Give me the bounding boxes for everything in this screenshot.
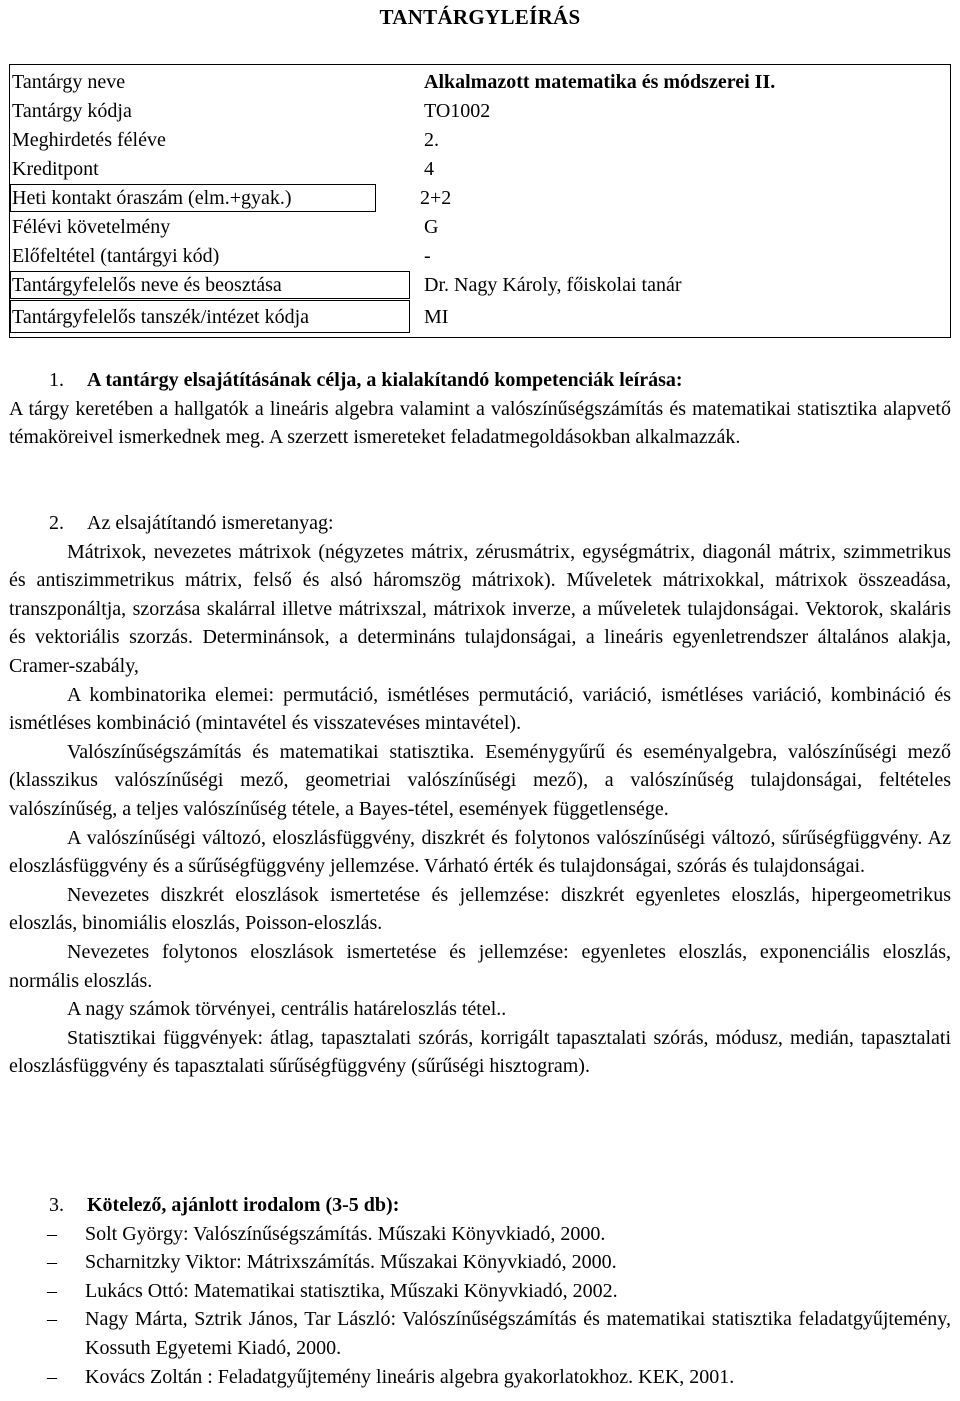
content-paragraph: Valószínűségszámítás és matematikai statisztika. Eseménygyűrű és eseményalgebra, valószínűségi mező (klasszikus valószínűségi mező, geometriai valószínűségi mező), a valószínűség tulajdonságai, feltételes valószínűség, a teljes valószínűség tétele, a Bayes-tétel, események függetlensége. <box>9 740 951 820</box>
reference-item <box>9 1277 951 1306</box>
info-row-credits <box>10 155 950 184</box>
content-paragraph: A kombinatorika elemei: permutáció, ismétléses permutáció, variáció, ismétléses variáció, kombináció és ismétléses kombináció (mintavétel és visszatevéses mintavétel). <box>9 683 951 735</box>
section-body: A tárgy keretében a hallgatók a lineáris algebra valamint a valószínűségszámítás és matematikai statisztika alapvető témaköreivel ismerkednek meg. A szerzett ismereteket feladatmegoldásokban alkalmazzák. <box>9 397 951 449</box>
info-label: Tantárgyfelelős neve és beosztása <box>12 274 282 296</box>
dash-bullet: – <box>47 1279 57 1302</box>
reference-text: Lukács Ottó: Matematikai statisztika, Műszaki Könyvkiadó, 2002. <box>85 1279 618 1302</box>
content-paragraph: Nevezetes folytonos eloszlások ismertetése és jellemzése: egyenletes eloszlás, exponenciális eloszlás, normális eloszlás. <box>9 940 951 992</box>
reference-text: Kovács Zoltán : Feladatgyűjtemény lineáris algebra gyakorlatokhoz. KEK, 2001. <box>85 1365 735 1388</box>
info-value: TO1002 <box>424 100 491 122</box>
section-heading <box>9 366 951 395</box>
document-title: TANTÁRGYLEÍRÁS <box>379 5 581 29</box>
reference-text: Nagy Márta, Sztrik János, Tar László: Valószínűségszámítás és matematikai statisztika feladatgyűjtemény, Kossuth Egyetemi Kiadó, 2000. <box>85 1308 951 1359</box>
dash-bullet: – <box>47 1308 57 1331</box>
info-label: Tantárgyfelelős tanszék/intézet kódja <box>12 306 310 328</box>
course-info-table <box>9 64 951 338</box>
info-row-department <box>10 303 950 332</box>
content-paragraph: Nevezetes diszkrét eloszlások ismertetése és jellemzése: diszkrét egyenletes eloszlás, hipergeometrikus eloszlás, binomiális eloszlás, Poisson-eloszlás. <box>9 883 951 935</box>
info-value: G <box>424 216 439 238</box>
info-row-prerequisite <box>10 242 950 271</box>
info-row-responsible <box>10 271 950 300</box>
section-number: 1. <box>49 369 64 391</box>
info-label: Kreditpont <box>12 158 99 180</box>
section-title: Kötelező, ajánlott irodalom (3-5 db): <box>87 1194 400 1216</box>
content-paragraph: A nagy számok törvényei, centrális határeloszlás tétel.. <box>67 998 507 1021</box>
info-row-course-code <box>10 97 950 126</box>
info-label: Félévi követelmény <box>12 216 171 238</box>
reference-text: Scharnitzky Viktor: Mátrixszámítás. Műszakai Könyvkiadó, 2000. <box>85 1251 617 1274</box>
content-paragraph: Mátrixok, nevezetes mátrixok (négyzetes mátrix, zérusmátrix, egységmátrix, diagonál mátrix, szimmetrikus és antiszimmetrikus mátrix, felső és alsó háromszög mátrixok). Műveletek mátrixokkal, mátrixok összeadása, transzponáltja, szorzása skalárral illetve mátrixszal, mátrixok inverze, a műveletek tulajdonságai. Vektorok, skaláris és vektoriális szorzás. Determinánsok, a determináns tulajdonságai, a lineáris egyenletrendszer általános alakja, Cramer-szabály, <box>9 540 951 677</box>
info-value: - <box>424 245 431 267</box>
section-heading <box>9 509 951 538</box>
section-heading <box>9 1191 951 1220</box>
info-label: Tantárgy kódja <box>12 100 132 122</box>
info-value: 2+2 <box>420 187 452 209</box>
content-paragraph: A valószínűségi változó, eloszlásfüggvény, diszkrét és folytonos valószínűségi változó, sűrűségfüggvény. Az eloszlásfüggvény és a sűrűségfüggvény jellemzése. Várható érték és tulajdonságai, szórás és tulajdonságai. <box>9 826 951 878</box>
section-objectives <box>9 366 951 452</box>
info-row-requirement <box>10 213 950 242</box>
reference-item <box>9 1248 951 1277</box>
info-value: MI <box>424 306 449 328</box>
content-paragraph: Statisztikai függvények: átlag, tapasztalati szórás, korrigált tapasztalati szórás, módusz, medián, tapasztalati eloszlásfüggvény és tapasztalati sűrűségfüggvény (sűrűségi hisztogram). <box>9 1026 951 1078</box>
info-value: 2. <box>424 129 439 151</box>
info-value: 4 <box>424 158 434 180</box>
reference-item <box>9 1363 951 1392</box>
info-label: Tantárgy neve <box>12 71 126 93</box>
reference-item <box>9 1305 951 1362</box>
section-content <box>9 509 951 1081</box>
info-label: Meghirdetés féléve <box>12 129 166 151</box>
dash-bullet: – <box>47 1222 57 1245</box>
dash-bullet: – <box>47 1365 57 1388</box>
info-row-weekly-hours <box>10 184 950 213</box>
dash-bullet: – <box>47 1251 57 1274</box>
reference-list <box>9 1220 951 1392</box>
section-number: 3. <box>49 1194 64 1216</box>
info-label: Előfeltétel (tantárgyi kód) <box>12 245 220 267</box>
reference-item <box>9 1220 951 1249</box>
info-row-course-name <box>10 68 950 97</box>
info-label: Heti kontakt óraszám (elm.+gyak.) <box>12 187 292 209</box>
document-page <box>9 0 951 1388</box>
section-number: 2. <box>49 512 64 534</box>
section-literature <box>9 1191 951 1391</box>
info-row-semester <box>10 126 950 155</box>
info-value: Dr. Nagy Károly, főiskolai tanár <box>424 274 682 296</box>
section-title: A tantárgy elsajátításának célja, a kialakítandó kompetenciák leírása: <box>87 369 683 391</box>
info-value: Alkalmazott matematika és módszerei II. <box>424 71 776 93</box>
section-title: Az elsajátítandó ismeretanyag: <box>87 512 334 534</box>
reference-text: Solt György: Valószínűségszámítás. Műszaki Könyvkiadó, 2000. <box>85 1222 606 1245</box>
